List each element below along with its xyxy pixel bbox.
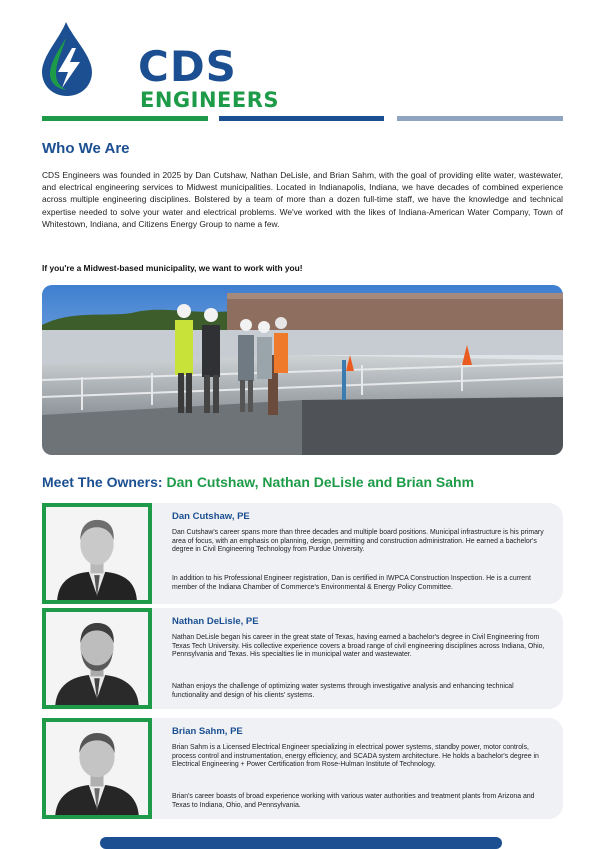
owner-bio-nathan-p1: Nathan DeLisle began his career in the great state of Texas, having earned a bachelor's degree in Civil Engineering from Texas Tech University. His collective experience covers a broad range of civil engineering disciplines across Indiana, Ohio, Pennsylvania and Texas. His specialties lie in municipal water and wastewater.: [172, 634, 545, 659]
owner-bio-brian-p1: Brian Sahm is a Licensed Electrical Engineer specializing in electrical power systems, standby power, motor controls, process control and instrumentation, energy efficiency, and SCADA system architecture. He holds a bachelor's degree in Electrical Engineering + Power Certification from Rose-Hulman Institute of Technology.: [172, 744, 539, 769]
owners-heading-names: Dan Cutshaw, Nathan DeLisle and Brian Sahm: [166, 474, 475, 490]
owners-heading-prefix: Meet The Owners:: [42, 474, 163, 490]
company-logo: [40, 22, 280, 112]
portrait-dan-cutshaw: [42, 503, 152, 604]
call-to-action: If you're a Midwest-based municipality, we want to work with you!: [42, 263, 303, 273]
owner-bio-dan-p2: In addition to his Professional Engineer registration, Dan is certified in IWPCA Construction Inspection. He is a current member of the Indiana Chamber of Commerce's Environmental & Energy Policy Committee.: [172, 575, 531, 591]
owner-card-nathan: [42, 608, 563, 709]
owner-name-dan: Dan Cutshaw, PE: [172, 511, 250, 522]
divider-green: [42, 116, 208, 121]
logo-text-engineers: ENGINEERS: [140, 88, 280, 112]
portrait-nathan-delisle: [42, 608, 152, 709]
site-photo: [42, 285, 563, 455]
who-we-are-heading: Who We Are: [42, 140, 130, 157]
owners-heading: [42, 474, 474, 490]
owner-card-dan: [42, 503, 563, 604]
water-drop-lightning-icon: [40, 22, 96, 98]
owner-bio-nathan-p2: Nathan enjoys the challenge of optimizing water systems through investigative analysis and enhancing technical functionality and design of his clients' systems.: [172, 683, 514, 699]
who-we-are-body: CDS Engineers was founded in 2025 by Dan Cutshaw, Nathan DeLisle, and Brian Sahm, with the goal of providing elite water, wastewater, and electrical engineering services to Midwest municipalities. Located in Indianapolis, Indiana, we have decades of combined experience across multiple engineering disciplines. Bolstered by a team of more than a dozen full-time staff, we have the knowledge and technical expertise needed to solve your water and electrical problems. We've worked with the likes of Indiana-American Water Company, Town of Whitestown, Indiana, and Citizens Energy Group to name a few.: [42, 170, 563, 229]
owner-bio-dan-p1: Dan Cutshaw's career spans more than three decades and multiple board positions. Municipal infrastructure is his primary area of focus, with an emphasis on planning, design, permitting and construction administration. He earned a bachelor's degree in Civil Engineering Technology from Purdue University.: [172, 529, 544, 554]
owner-name-nathan: Nathan DeLisle, PE: [172, 616, 259, 627]
portrait-brian-sahm: [42, 718, 152, 819]
logo-text-cds: CDS: [138, 42, 237, 91]
footer-bar: [100, 837, 502, 849]
owner-name-brian: Brian Sahm, PE: [172, 726, 243, 737]
owner-card-brian: [42, 718, 563, 819]
divider-gray: [397, 116, 563, 121]
divider-blue: [219, 116, 384, 121]
owner-bio-brian-p2: Brian's career boasts of broad experience working with various water authorities and treatment plants from Arizona and Texas to Indiana, Ohio, and Pennsylvania.: [172, 793, 535, 809]
